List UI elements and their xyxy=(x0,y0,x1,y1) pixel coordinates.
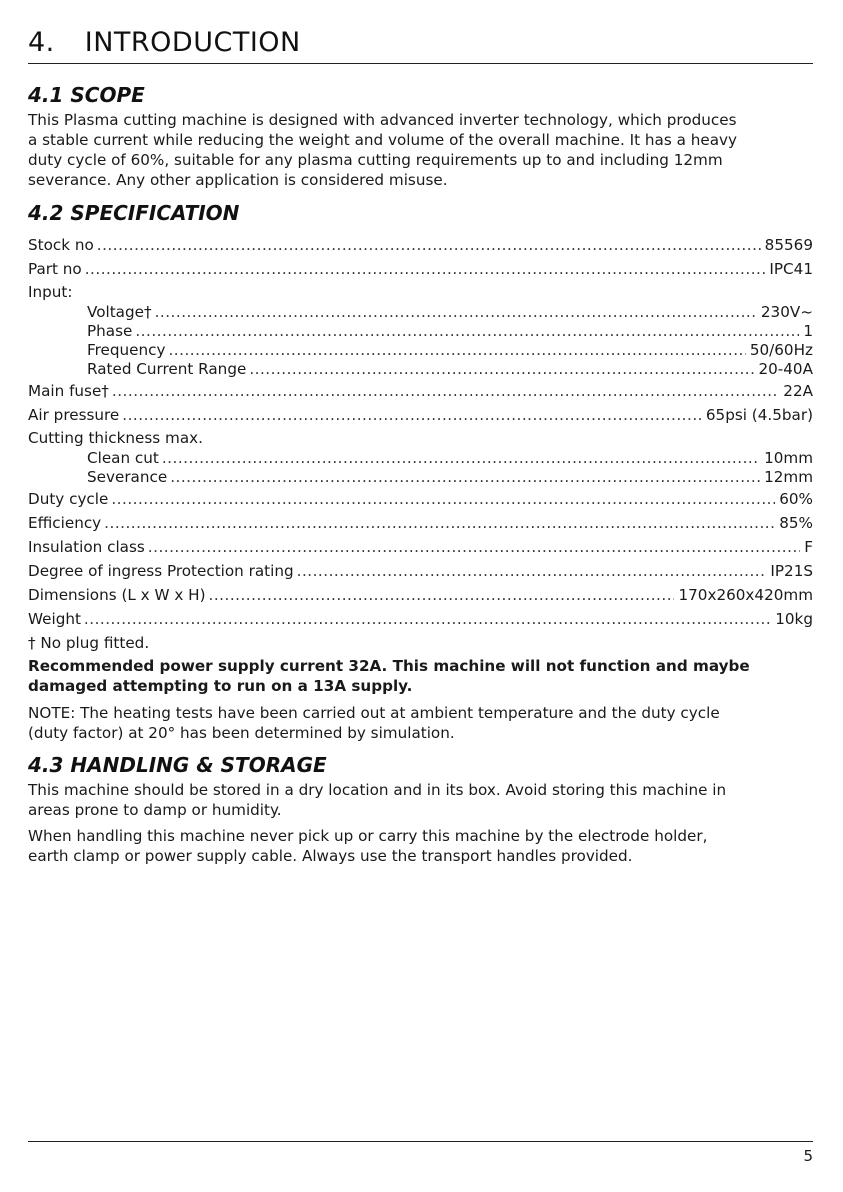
spec-value: 10kg xyxy=(775,610,813,628)
dot-leader xyxy=(168,341,745,360)
spec-row-clean-cut xyxy=(28,449,813,468)
handling-line: This machine should be stored in a dry location and in its box. Avoid storing this machine in xyxy=(28,781,727,799)
handling-paragraph-storage xyxy=(28,780,813,820)
footer-rule xyxy=(28,1141,813,1142)
spec-value: 170x260x420mm xyxy=(678,586,813,604)
spec-value: 85% xyxy=(779,514,813,532)
spec-row-stock-no xyxy=(28,233,813,257)
spec-value: 65psi (4.5bar) xyxy=(705,406,813,424)
warning-line: Recommended power supply current 32A. This machine will not function and maybe xyxy=(28,657,750,675)
spec-label: Voltage† xyxy=(87,303,152,321)
spec-label: Insulation class xyxy=(28,538,145,556)
spec-value: 20-40A xyxy=(758,360,813,378)
manual-page xyxy=(28,0,813,866)
scope-line: severance. Any other application is considered misuse. xyxy=(28,171,448,189)
spec-label: Rated Current Range xyxy=(87,360,247,378)
spec-label: Efficiency xyxy=(28,514,102,532)
dot-leader xyxy=(209,583,675,607)
spec-value: 85569 xyxy=(764,236,813,254)
dot-leader xyxy=(155,303,757,322)
spec-label: Dimensions (L x W x H) xyxy=(28,586,206,604)
spec-value: 50/60Hz xyxy=(749,341,813,359)
spec-row-ingress-protection xyxy=(28,559,813,583)
spec-row-voltage xyxy=(28,303,813,322)
spec-row-severance xyxy=(28,468,813,487)
dot-leader xyxy=(249,360,754,379)
handling-line: earth clamp or power supply cable. Always use the transport handles provided. xyxy=(28,847,633,865)
spec-row-efficiency xyxy=(28,511,813,535)
spec-row-weight xyxy=(28,607,813,631)
spec-label: Severance xyxy=(87,468,168,486)
scope-line: duty cycle of 60%, suitable for any plasma cutting requirements up to and including 12mm xyxy=(28,151,723,169)
chapter-title xyxy=(28,0,813,60)
spec-label: Weight xyxy=(28,610,81,628)
scope-paragraph xyxy=(28,110,813,190)
spec-row-main-fuse xyxy=(28,379,813,403)
spec-row-air-pressure xyxy=(28,403,813,427)
power-supply-warning xyxy=(28,656,813,696)
specification-list xyxy=(28,233,813,631)
spec-row-dimensions xyxy=(28,583,813,607)
dot-leader xyxy=(111,487,775,511)
spec-label: Degree of ingress Protection rating xyxy=(28,562,294,580)
spec-label: Clean cut xyxy=(87,449,159,467)
spec-value: 230V~ xyxy=(760,303,813,321)
dot-leader xyxy=(85,257,766,281)
spec-row-duty-cycle xyxy=(28,487,813,511)
spec-value: F xyxy=(804,538,813,556)
spec-label: Phase xyxy=(87,322,133,340)
note-line: (duty factor) at 20° has been determined by simulation. xyxy=(28,724,455,742)
section-heading-handling: 4.3 HANDLING & STORAGE xyxy=(28,753,327,777)
spec-value: 22A xyxy=(783,382,813,400)
spec-value: IP21S xyxy=(770,562,813,580)
dot-leader xyxy=(112,379,779,403)
note-line: NOTE: The heating tests have been carried out at ambient temperature and the duty cycle xyxy=(28,704,720,722)
spec-group-cutting-label: Cutting thickness max. xyxy=(28,429,203,447)
dagger-footnote: † No plug fitted. xyxy=(28,634,150,652)
page-number: 5 xyxy=(803,1147,813,1165)
spec-label: Main fuse† xyxy=(28,382,109,400)
spec-value: IPC41 xyxy=(769,260,813,278)
spec-label: Stock no xyxy=(28,236,94,254)
spec-label: Part no xyxy=(28,260,82,278)
dot-leader xyxy=(135,322,799,341)
spec-group-input-label: Input: xyxy=(28,283,73,301)
chapter-number: 4. xyxy=(28,27,55,58)
spec-value: 60% xyxy=(779,490,813,508)
dot-leader xyxy=(162,449,760,468)
spec-value: 1 xyxy=(803,322,813,340)
dot-leader xyxy=(297,559,767,583)
header-rule xyxy=(28,63,813,64)
dot-leader xyxy=(84,607,771,631)
spec-label: Air pressure xyxy=(28,406,120,424)
chapter-name: INTRODUCTION xyxy=(84,27,301,58)
dot-leader xyxy=(97,233,761,257)
spec-row-frequency xyxy=(28,341,813,360)
dot-leader xyxy=(170,468,760,487)
spec-value: 10mm xyxy=(764,449,813,467)
spec-row-insulation-class xyxy=(28,535,813,559)
scope-line: This Plasma cutting machine is designed with advanced inverter technology, which produces xyxy=(28,111,737,129)
scope-line: a stable current while reducing the weight and volume of the overall machine. It has a heavy xyxy=(28,131,737,149)
section-heading-scope: 4.1 SCOPE xyxy=(28,83,145,107)
warning-line: damaged attempting to run on a 13A supply. xyxy=(28,677,413,695)
heating-test-note xyxy=(28,703,813,743)
dot-leader xyxy=(104,511,775,535)
spec-label: Frequency xyxy=(87,341,166,359)
dot-leader xyxy=(122,403,702,427)
spec-row-phase xyxy=(28,322,813,341)
section-heading-specification: 4.2 SPECIFICATION xyxy=(28,201,240,225)
spec-label: Duty cycle xyxy=(28,490,109,508)
spec-row-rated-current xyxy=(28,360,813,379)
handling-paragraph-carrying xyxy=(28,826,813,866)
dot-leader xyxy=(148,535,800,559)
handling-line: areas prone to damp or humidity. xyxy=(28,801,282,819)
spec-row-part-no xyxy=(28,257,813,281)
handling-line: When handling this machine never pick up or carry this machine by the electrode holder, xyxy=(28,827,708,845)
spec-value: 12mm xyxy=(764,468,813,486)
